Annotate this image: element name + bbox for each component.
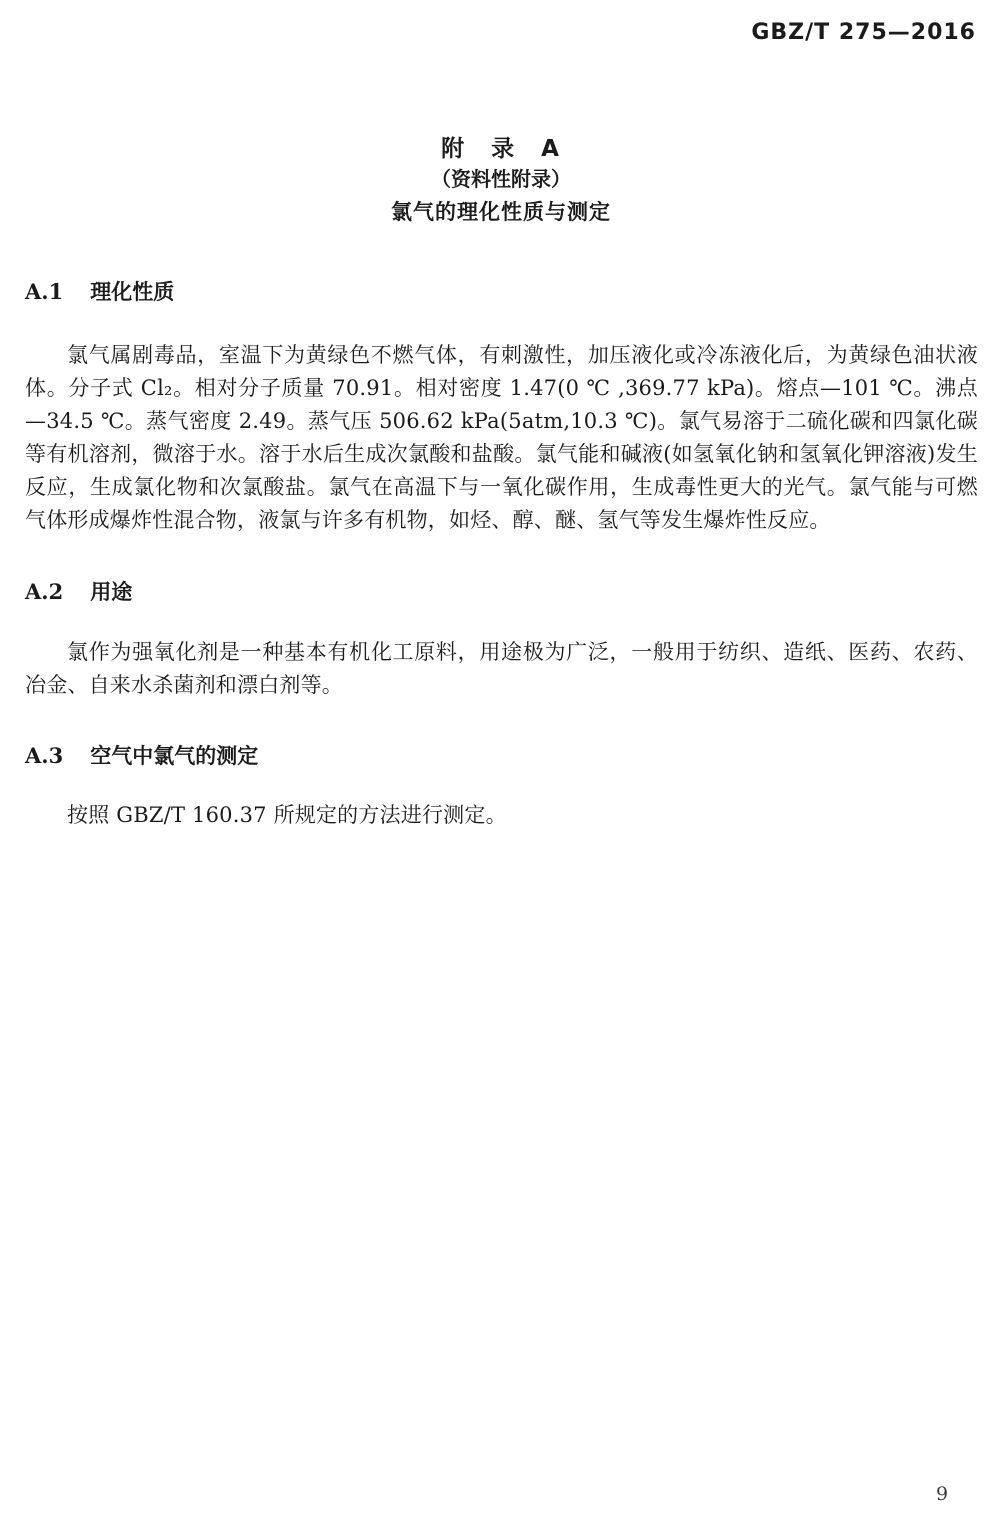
page-number: 9	[936, 1483, 949, 1505]
section-title: 理化性质	[90, 280, 175, 304]
appendix-label: 附 录 A	[441, 136, 561, 162]
appendix-type-note: （资料性附录）	[431, 167, 571, 191]
appendix-title: 氯气的理化性质与测定	[391, 200, 611, 224]
section-paragraph-a3: 按照 GBZ/T 160.37 所规定的方法进行测定。	[67, 803, 507, 827]
section-number: A.3	[25, 743, 64, 768]
section-title: 空气中氯气的测定	[90, 744, 259, 768]
section-heading-a3	[25, 740, 258, 770]
section-paragraph-a1: 氯气属剧毒品，室温下为黄绿色不燃气体，有刺激性，加压液化或冷冻液化后，为黄绿色油状液体。分子式 Cl₂。相对分子质量 70.91。相对密度 1.47(0 ℃ ,369.77 kPa)。熔点—101 ℃。沸点—34.5 ℃。蒸气密度 2.49。蒸气压 506.62 kPa(5atm,10.3 ℃)。氯气易溶于二硫化碳和四氯化碳等有机溶剂，微溶于水。溶于水后生成次氯酸和盐酸。氯气能和碱液(如氢氧化钠和氢氧化钾溶液)发生反应，生成氯化物和次氯酸盐。氯气在高温下与一氧化碳作用，生成毒性更大的光气。氯气能与可燃气体形成爆炸性混合物，液氯与许多有机物，如烃、醇、醚、氢气等发生爆炸性反应。	[25, 343, 978, 532]
section-number: A.2	[25, 579, 64, 604]
section-number: A.1	[25, 279, 64, 304]
standard-number-header: GBZ/T 275—2016	[751, 20, 976, 45]
section-heading-a1	[25, 276, 174, 306]
section-heading-a2	[25, 576, 132, 606]
section-paragraph-a2: 氯作为强氧化剂是一种基本有机化工原料，用途极为广泛，一般用于纺织、造纸、医药、农药、冶金、自来水杀菌剂和漂白剂等。	[25, 640, 978, 697]
section-title: 用途	[90, 580, 133, 604]
